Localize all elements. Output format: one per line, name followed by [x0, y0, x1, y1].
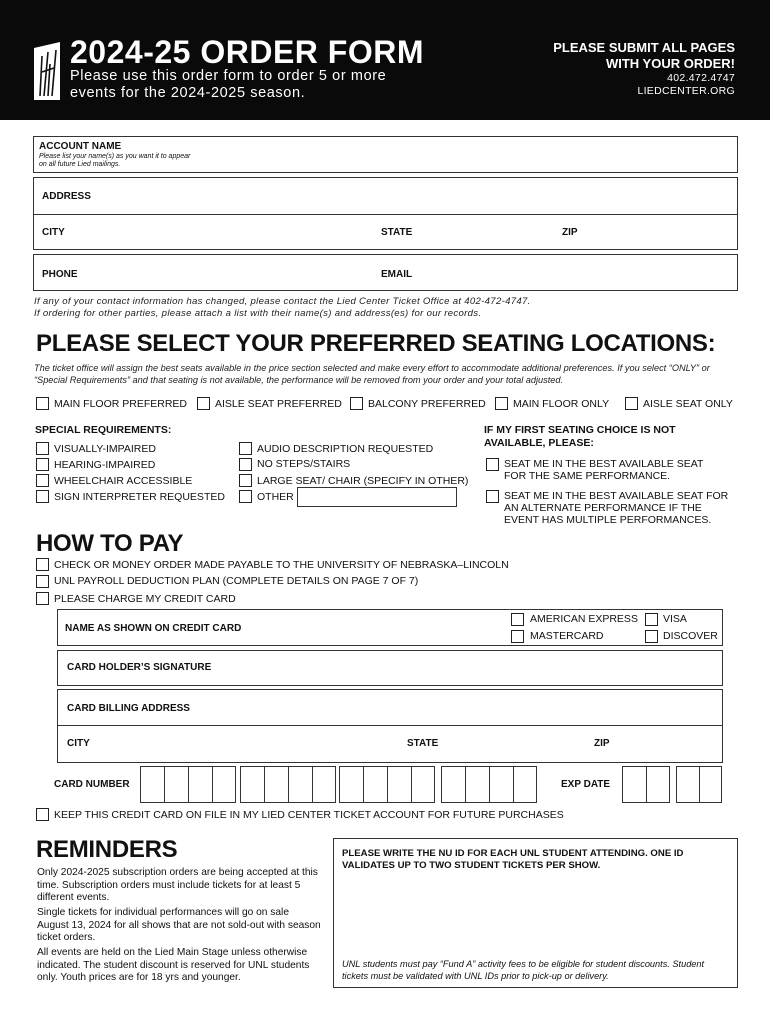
account-name-label: ACCOUNT NAME	[39, 141, 122, 152]
billing-city-label: CITY	[67, 738, 90, 749]
phone-label: PHONE	[42, 269, 78, 280]
mastercard-checkbox[interactable]	[511, 630, 524, 643]
billing-address-label: CARD BILLING ADDRESS	[67, 703, 190, 714]
nu-id-instruction: PLEASE WRITE THE NU ID FOR EACH UNL STUDENT ATTENDING. ONE ID VALIDATES UP TO TWO STUDENT TICKETS PER SHOW.	[342, 848, 684, 871]
balcony-preferred-checkbox[interactable]	[350, 397, 363, 410]
hearing-impaired-label: HEARING-IMPAIRED	[54, 459, 156, 471]
header-contact	[535, 40, 735, 98]
other-input[interactable]	[297, 487, 457, 507]
payroll-deduction-label: UNL PAYROLL DEDUCTION PLAN (COMPLETE DETAILS ON PAGE 7 OF 7)	[54, 575, 419, 587]
audio-description-checkbox[interactable]	[239, 442, 252, 455]
email-label: EMAIL	[381, 269, 413, 280]
billing-address-block[interactable]	[57, 689, 723, 763]
reminder-venue-discount: All events are held on the Lied Main Stage unless otherwise indicated. The student discount is reserved for UNL students only. Youth prices are for 18 yrs and younger.	[37, 947, 310, 983]
card-number-group-4[interactable]	[441, 766, 537, 803]
same-performance-label: SEAT ME IN THE BEST AVAILABLE SEAT FOR THE SAME PERFORMANCE.	[504, 458, 704, 482]
visa-label: VISA	[663, 613, 687, 625]
zip-label: ZIP	[562, 227, 578, 238]
signature-label: CARD HOLDER’S SIGNATURE	[67, 662, 212, 673]
state-label: STATE	[381, 227, 413, 238]
visually-impaired-checkbox[interactable]	[36, 442, 49, 455]
alternate-performance-label: SEAT ME IN THE BEST AVAILABLE SEAT FOR AN ALTERNATE PERFORMANCE IF THE EVENT HAS MULTIPLE PERFORMANCES.	[504, 490, 729, 526]
same-performance-checkbox[interactable]	[486, 458, 499, 471]
seating-intro: The ticket office will assign the best seats available in the price section selected and make every effort to accommodate additional preferences. If you select “ONLY” or “Special Requirements” and that seating is not available, the performance will be removed from your order and your total adjusted.	[34, 363, 710, 385]
main-floor-only-label: MAIN FLOOR ONLY	[513, 398, 610, 410]
alternate-performance-checkbox[interactable]	[486, 490, 499, 503]
billing-zip-label: ZIP	[594, 738, 610, 749]
visually-impaired-label: VISUALLY-IMPAIRED	[54, 443, 156, 455]
discover-checkbox[interactable]	[645, 630, 658, 643]
main-floor-preferred-checkbox[interactable]	[36, 397, 49, 410]
check-money-order-checkbox[interactable]	[36, 558, 49, 571]
main-floor-only-checkbox[interactable]	[495, 397, 508, 410]
account-name-hint: Please list your name(s) as you want it to appear on all future Lied mailings.	[39, 153, 191, 168]
no-steps-label: NO STEPS/STAIRS	[257, 458, 351, 470]
card-number-group-1[interactable]	[140, 766, 236, 803]
card-number-label: CARD NUMBER	[54, 779, 130, 790]
lied-center-logo	[34, 42, 62, 100]
other-parties-note: If ordering for other parties, please attach a list with their name(s) and address(es) for our records.	[34, 308, 482, 319]
other-checkbox[interactable]	[239, 490, 252, 503]
city-label: CITY	[42, 227, 65, 238]
first-choice-heading: IF MY FIRST SEATING CHOICE IS NOT AVAILABLE, PLEASE:	[484, 424, 676, 449]
reminder-single-tickets: Single tickets for individual performances will go on sale August 13, 2024 for all shows that are not sold-out with season ticket orders.	[37, 907, 321, 943]
audio-description-label: AUDIO DESCRIPTION REQUESTED	[257, 443, 434, 455]
amex-label: AMERICAN EXPRESS	[530, 613, 638, 625]
form-subtitle: Please use this order form to order 5 or more events for the 2024-2025 season.	[70, 68, 387, 101]
other-label: OTHER	[257, 491, 294, 503]
header-banner	[0, 0, 770, 120]
nu-id-box[interactable]	[333, 838, 738, 988]
keep-card-on-file-label: KEEP THIS CREDIT CARD ON FILE IN MY LIED CENTER TICKET ACCOUNT FOR FUTURE PURCHASES	[54, 809, 564, 821]
check-money-order-label: CHECK OR MONEY ORDER MADE PAYABLE TO THE UNIVERSITY OF NEBRASKA–LINCOLN	[54, 559, 509, 571]
visa-checkbox[interactable]	[645, 613, 658, 626]
amex-checkbox[interactable]	[511, 613, 524, 626]
card-number-group-3[interactable]	[339, 766, 435, 803]
exp-month-input[interactable]	[622, 766, 670, 803]
account-name-field[interactable]	[33, 136, 738, 173]
exp-year-input[interactable]	[676, 766, 722, 803]
balcony-preferred-label: BALCONY PREFERRED	[368, 398, 486, 410]
credit-card-label: PLEASE CHARGE MY CREDIT CARD	[54, 593, 236, 605]
large-seat-checkbox[interactable]	[239, 474, 252, 487]
header-phone: 402.472.4747	[667, 72, 735, 84]
seating-heading: PLEASE SELECT YOUR PREFERRED SEATING LOCATIONS:	[36, 330, 716, 357]
address-label: ADDRESS	[42, 191, 91, 202]
mastercard-label: MASTERCARD	[530, 630, 604, 642]
phone-email-block	[33, 254, 738, 291]
contact-change-note: If any of your contact information has changed, please contact the Lied Center Ticket Office at 402-472-4747.	[34, 296, 531, 307]
form-title: 2024-25 ORDER FORM	[70, 34, 424, 70]
hearing-impaired-checkbox[interactable]	[36, 458, 49, 471]
exp-date-label: EXP DATE	[561, 779, 611, 790]
address-block	[33, 177, 738, 250]
keep-card-on-file-checkbox[interactable]	[36, 808, 49, 821]
header-website: LIEDCENTER.ORG	[637, 85, 735, 97]
wheelchair-accessible-label: WHEELCHAIR ACCESSIBLE	[54, 475, 193, 487]
reminders-heading: REMINDERS	[36, 836, 178, 863]
sign-interpreter-checkbox[interactable]	[36, 490, 49, 503]
signature-field[interactable]	[57, 650, 723, 686]
main-floor-preferred-label: MAIN FLOOR PREFERRED	[54, 398, 188, 410]
student-fee-note: UNL students must pay “Fund A” activity fees to be eligible for student discounts. Student tickets must be validated with UNL IDs prior to pick-up or delivery.	[342, 959, 705, 981]
how-to-pay-heading: HOW TO PAY	[36, 530, 184, 557]
discover-label: DISCOVER	[663, 630, 718, 642]
billing-state-label: STATE	[407, 738, 439, 749]
sign-interpreter-label: SIGN INTERPRETER REQUESTED	[54, 491, 225, 503]
large-seat-label: LARGE SEAT/ CHAIR (SPECIFY IN OTHER)	[257, 475, 469, 487]
payroll-deduction-checkbox[interactable]	[36, 575, 49, 588]
credit-card-checkbox[interactable]	[36, 592, 49, 605]
special-requirements-heading: SPECIAL REQUIREMENTS:	[35, 424, 172, 436]
aisle-seat-preferred-checkbox[interactable]	[197, 397, 210, 410]
card-number-group-2[interactable]	[240, 766, 336, 803]
aisle-seat-preferred-label: AISLE SEAT PREFERRED	[215, 398, 342, 410]
aisle-seat-only-checkbox[interactable]	[625, 397, 638, 410]
submit-notice: PLEASE SUBMIT ALL PAGES WITH YOUR ORDER!	[553, 40, 735, 71]
reminder-subscription: Only 2024-2025 subscription orders are being accepted at this time. Subscription orders must include tickets for at least 5 different events.	[37, 867, 318, 903]
aisle-seat-only-label: AISLE SEAT ONLY	[643, 398, 733, 410]
no-steps-checkbox[interactable]	[239, 458, 252, 471]
wheelchair-accessible-checkbox[interactable]	[36, 474, 49, 487]
name-on-card-label: NAME AS SHOWN ON CREDIT CARD	[65, 623, 242, 634]
